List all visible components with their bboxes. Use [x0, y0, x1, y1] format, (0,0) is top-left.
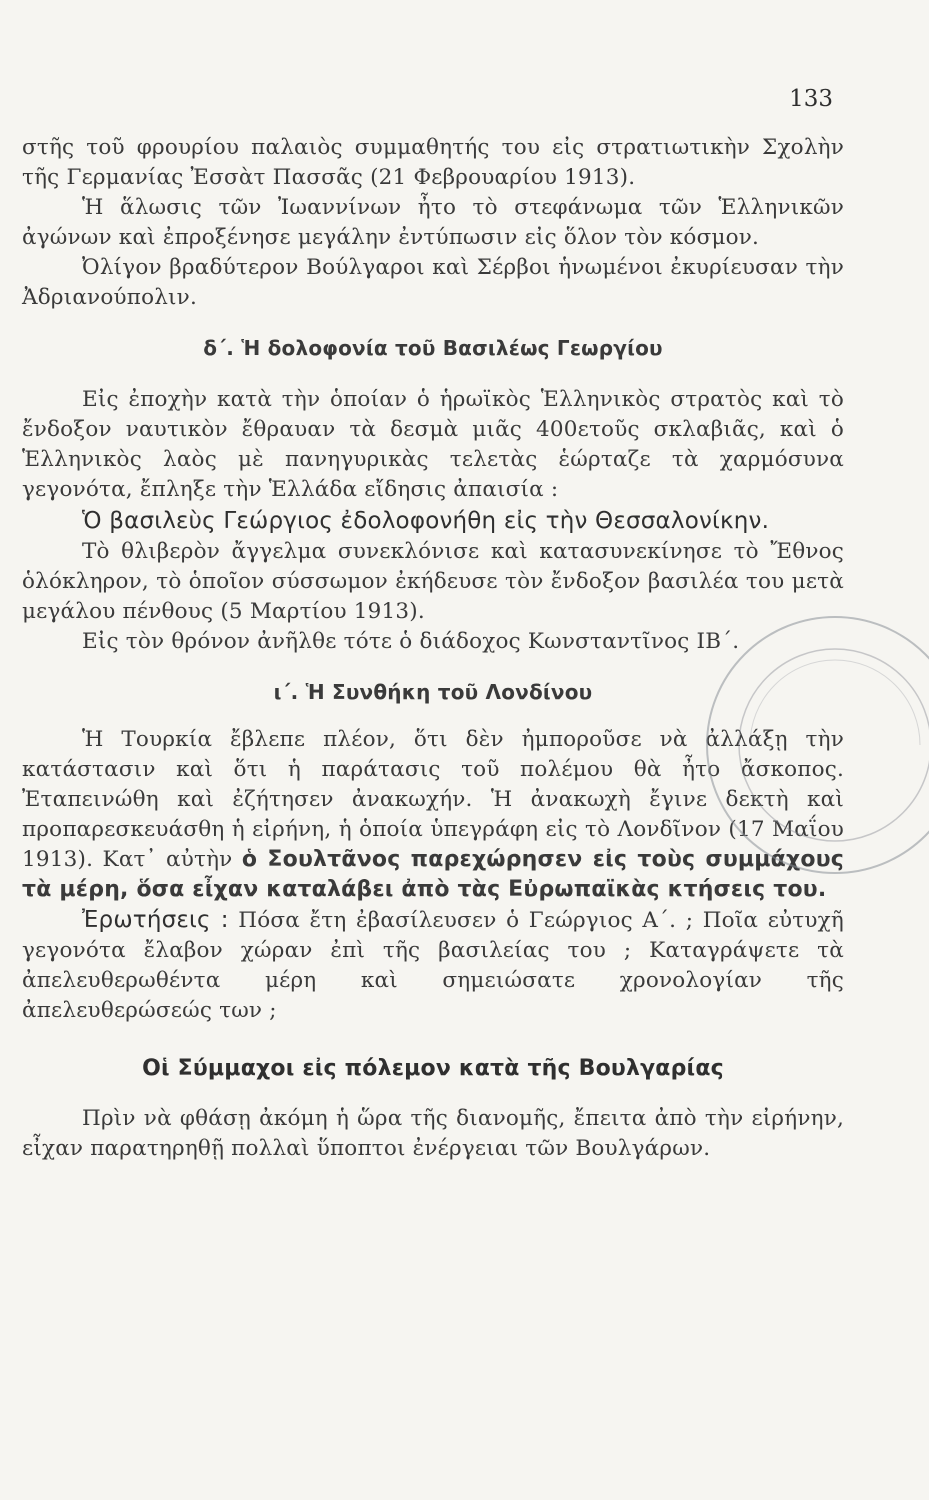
page-body	[22, 133, 844, 1164]
section-heading-allies: Οἱ Σύμμαχοι εἰς πόλεμον κατὰ τῆς Βουλγαρίας	[142, 1056, 724, 1081]
paragraph-ioannina: Ἡ ἅλωσις τῶν Ἰωαννίνων ἦτο τὸ στεφάνωμα τῶν Ἑλληνικῶν ἀγώνων καὶ ἐπροξένησε μεγάλην ἐντύπωσιν εἰς ὅλον τὸν κόσμον.	[22, 195, 844, 250]
emphasis-assassination: Ὁ βασιλεὺς Γεώργιος ἐδολοφονήθη εἰς τὴν Θεσσαλονίκην.	[82, 508, 770, 534]
questions-paragraph	[22, 905, 844, 1026]
paragraph-epoch: Εἰς ἐποχὴν κατὰ τὴν ὁποίαν ὁ ἡρωϊκὸς Ἑλληνικὸς στρατὸς καὶ τὸ ἔνδοξον ναυτικὸν ἔθραυαν τὰ δεσμὰ μιᾶς 400ετοῦς σκλαβιᾶς, καὶ ὁ Ἑλληνικὸς λαὸς μὲ πανηγυρικὰς τελετὰς ἑώρταζε τὰ χαρμόσυνα γεγονότα, ἔπληξε τὴν Ἑλλάδα εἴδησις ἀπαισία :	[22, 387, 844, 502]
paragraph-continued: στῆς τοῦ φρουρίου παλαιὸς συμμαθητής του εἰς στρατιωτικὴν Σχολὴν τῆς Γερμανίας Ἐσσὰτ Πασσᾶς (21 Φεβρουαρίου 1913).	[22, 135, 844, 190]
paragraph-allies: Πρὶν νὰ φθάσῃ ἀκόμη ἡ ὥρα τῆς διανομῆς, ἔπειτα ἀπὸ τὴν εἰρήνην, εἶχαν παρατηρηθῇ πολλαὶ ὕποπτοι ἐνέργειαι τῶν Βουλγάρων.	[22, 1106, 844, 1161]
treaty-bold-text: ὁ Σουλτᾶνος παρεχώρησεν εἰς τοὺς συμμάχους τὰ μέρη, ὅσα εἶχαν καταλάβει ἀπὸ τὰς Εὐρωπαϊκὰς κτήσεις του.	[22, 847, 844, 902]
questions-text: Πόσα ἔτη ἐβασίλευσεν ὁ Γεώργιος Α΄. ; Ποῖα εὐτυχῆ γεγονότα ἔλαβον χώραν ἐπὶ τῆς βασιλείας του ; Καταγράψετε τὰ ἀπελευθερωθέντα μέρη καὶ σημειώσατε χρονολογίαν τῆς ἀπελευθερώσεώς των ;	[22, 908, 844, 1023]
treaty-text: Ἡ Τουρκία ἔβλεπε πλέον, ὅτι δὲν ἠμποροῦσε νὰ ἀλλάξῃ τὴν κατάστασιν καὶ ὅτι ἡ παράτασις τοῦ πολέμου θὰ ἦτο ἄσκοπος. Ἐταπεινώθη καὶ ἐζήτησεν ἀνακωχήν. Ἡ ἀνακωχὴ ἔγινε δεκτὴ καὶ προπαρεσκευάσθη ἡ εἰρήνη, ἡ ὁποία ὑπεγράφη εἰς τὸ Λονδῖνον (17 Μαΐου 1913). Κατ᾽ αὐτὴν	[22, 727, 844, 872]
paragraph-mourning: Τὸ θλιβερὸν ἄγγελμα συνεκλόνισε καὶ κατασυνεκίνησε τὸ Ἔθνος ὁλόκληρον, τὸ ὁποῖον σύσσωμον ἐκήδευσε τὸν ἔνδοξον βασιλέα του μετὰ μεγάλου πένθους (5 Μαρτίου 1913).	[22, 539, 844, 624]
paragraph-succession: Εἰς τὸν θρόνον ἀνῆλθε τότε ὁ διάδοχος Κωνσταντῖνος ΙΒ΄.	[82, 629, 740, 654]
page-number: 133	[789, 86, 833, 112]
section-heading-assassination: δ΄. Ἡ δολοφονία τοῦ Βασιλέως Γεωργίου	[203, 336, 663, 360]
section-heading-treaty-london: ι΄. Ἡ Συνθήκη τοῦ Λονδίνου	[273, 680, 593, 704]
questions-label: Ἐρωτήσεις :	[82, 907, 229, 933]
paragraph-treaty	[22, 725, 844, 905]
paragraph-adrianople: Ὀλίγον βραδύτερον Βούλγαροι καὶ Σέρβοι ἡνωμένοι ἐκυρίευσαν τὴν Ἀδριανούπολιν.	[22, 255, 844, 310]
